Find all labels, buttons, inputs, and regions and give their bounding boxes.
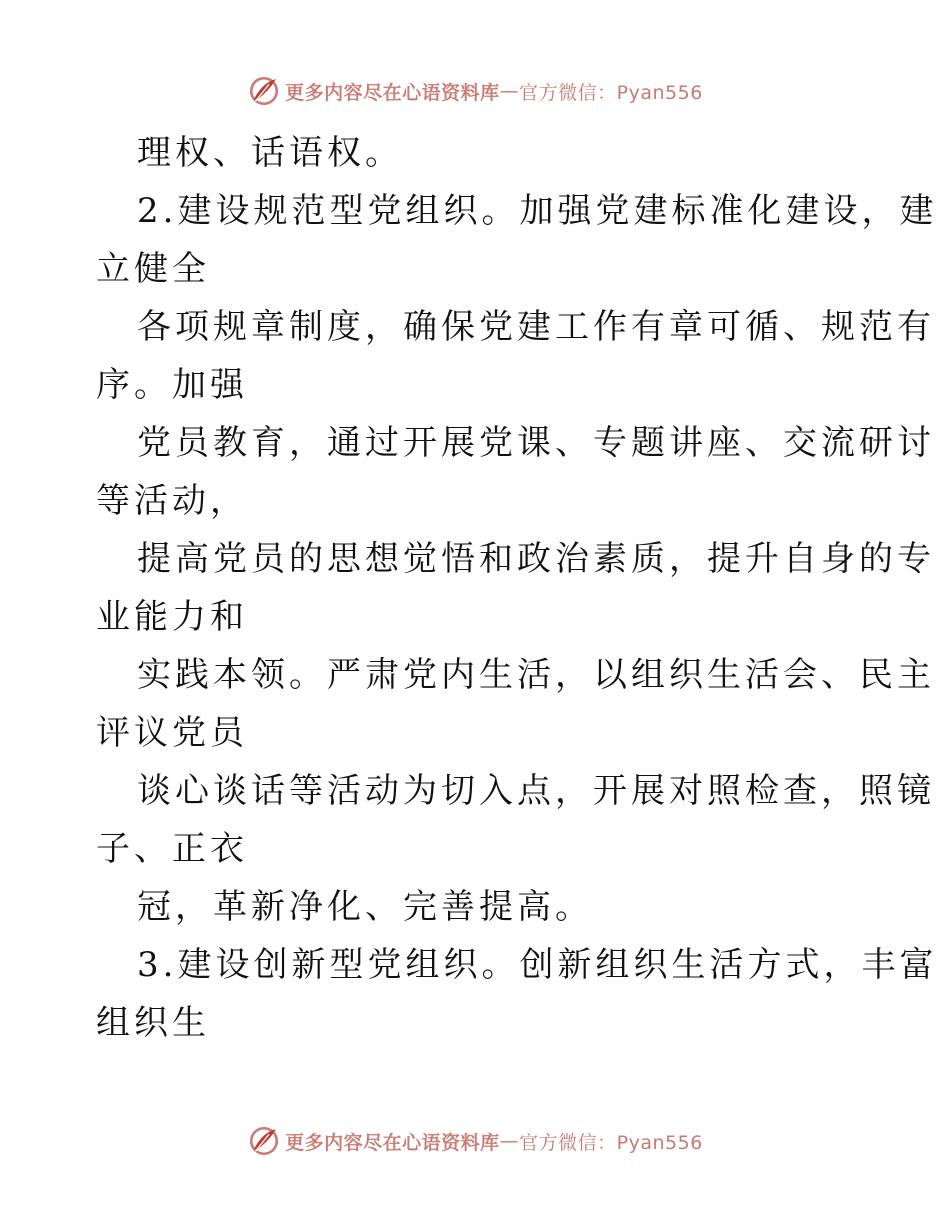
banner-brand: 更多内容尽在心语资料库 bbox=[285, 81, 500, 104]
banner-contact: 官方微信：Pyan556 bbox=[519, 81, 703, 104]
text-line: 党员教育，通过开展党课、专题讲座、交流研讨 bbox=[137, 423, 935, 463]
text-line: 谈心谈话等活动为切入点，开展对照检查，照镜 bbox=[137, 771, 935, 811]
text-line: 实践本领。严肃党内生活，以组织生活会、民主 bbox=[137, 655, 935, 695]
banner-separator: — bbox=[499, 1130, 520, 1152]
text-line: 立健全 bbox=[96, 249, 210, 289]
quill-pen-icon bbox=[247, 74, 281, 108]
banner-brand: 更多内容尽在心语资料库 bbox=[285, 1131, 500, 1154]
text-line: 评议党员 bbox=[96, 713, 248, 753]
banner-contact: 官方微信：Pyan556 bbox=[519, 1131, 703, 1154]
text-line: 理权、话语权。 bbox=[137, 133, 403, 173]
text-line: 提高党员的思想觉悟和政治素质，提升自身的专 bbox=[137, 539, 935, 579]
text-line: 各项规章制度，确保党建工作有章可循、规范有 bbox=[137, 307, 935, 347]
banner-separator: — bbox=[499, 80, 520, 102]
text-line: 2.建设规范型党组织。加强党建标准化建设，建 bbox=[137, 191, 938, 231]
text-line: 子、正衣 bbox=[96, 829, 248, 869]
text-line: 3.建设创新型党组织。创新组织生活方式，丰富 bbox=[137, 945, 938, 985]
text-line: 组织生 bbox=[96, 1003, 210, 1043]
text-line: 等活动， bbox=[96, 481, 248, 521]
quill-pen-icon bbox=[247, 1124, 281, 1158]
header-banner bbox=[0, 71, 950, 111]
footer-banner bbox=[0, 1121, 950, 1161]
text-line: 业能力和 bbox=[96, 597, 248, 637]
text-line: 冠，革新净化、完善提高。 bbox=[137, 887, 593, 927]
document-body bbox=[96, 124, 938, 1052]
text-line: 序。加强 bbox=[96, 365, 248, 405]
